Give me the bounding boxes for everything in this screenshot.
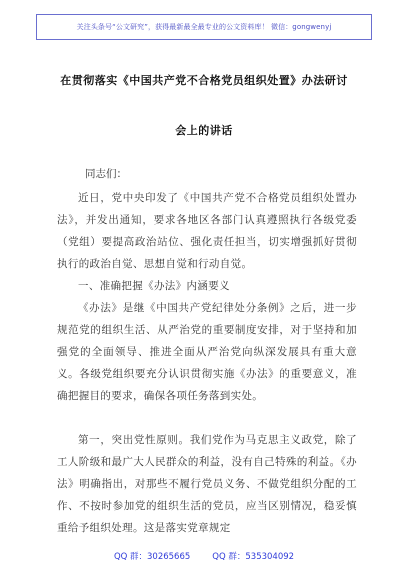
header-banner-text: 关注头条号“公文研究”，获得最新最全最专业的公文资料库！ 微信：gongwenyj [76, 23, 332, 31]
footer [0, 550, 408, 562]
document-title-line-2: 会上的讲话 [175, 124, 233, 137]
footer-qq-group-1: QQ 群：30265665 [113, 552, 191, 562]
paragraph-party-spirit: 第一，突出党性原则。我们党作为马克思主义政党，除了工人阶级和最广大人民群众的利益，没有自己特殊的利益。《办法》明确指出，对那些不履行党员义务、不做党组织分配的工作、不按时参加党的组织生活的党员，应当区别情况，稳妥慎重给予组织处理。这是落实党章规定 [57, 434, 357, 534]
paragraph-intro: 近日，党中央印发了《中国共产党不合格党员组织处置办法》，并发出通知，要求各地区各部门认真遵照执行各级党委（党组）要提高政治站位、强化责任担当，切实增强抓好贯彻执行的政治自觉、思想自觉和行动自觉。 [57, 192, 357, 270]
greeting: 同志们： [85, 168, 127, 180]
header-banner [36, 14, 372, 40]
footer-qq-group-2: QQ 群：535304092 [212, 552, 295, 562]
paragraph-significance: 《办法》是继《中国共产党纪律处分条例》之后，进一步规范党的组织生活、从严治党的重要制度安排，对于坚持和加强党的全面领导、推进全面从严治党向纵深发展具有重大意义。各级党组织要充分认识贯彻实施《办法》的重要意义，准确把握目的要求，确保各项任务落到实处。 [57, 302, 357, 402]
section-heading-1: 一、准确把握《办法》内涵要义 [78, 280, 230, 292]
document-title-line-1: 在贯彻落实《中国共产党不合格党员组织处置》办法研讨 [60, 74, 348, 87]
